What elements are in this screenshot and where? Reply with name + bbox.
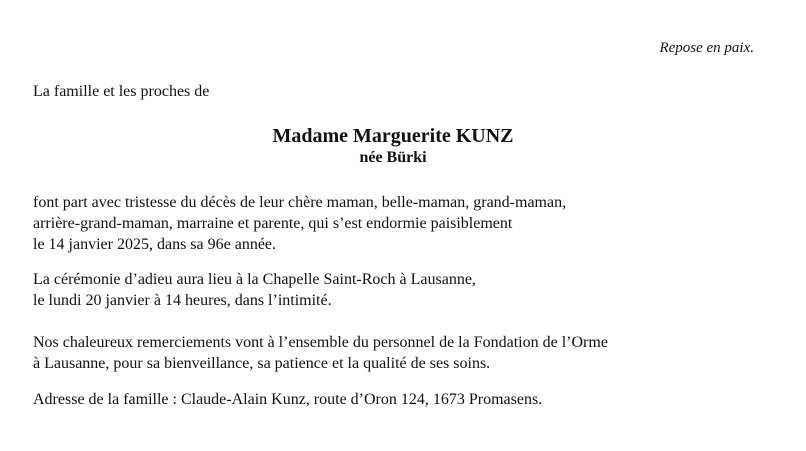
family-address: Adresse de la famille : Claude-Alain Kunz, route d’Oron 124, 1673 Promasens.	[33, 391, 543, 408]
epigraph: Repose en paix.	[659, 40, 754, 56]
thanks-line: Nos chaleureux remerciements vont à l’ensemble du personnel de la Fondation de l’Orme	[33, 334, 608, 351]
thanks-line: à Lausanne, pour sa bienveillance, sa patience et la qualité de ses soins.	[33, 355, 491, 372]
intro-text: La famille et les proches de	[33, 83, 210, 100]
deceased-name: Madame Marguerite KUNZ	[272, 125, 514, 147]
announcement-paragraph	[33, 192, 566, 255]
ceremony-line: La cérémonie d’adieu aura lieu à la Chapelle Saint-Roch à Lausanne,	[33, 271, 476, 288]
thanks-paragraph	[33, 332, 608, 374]
announcement-line: le 14 janvier 2025, dans sa 96e année.	[33, 236, 277, 253]
ceremony-paragraph	[33, 269, 476, 311]
announcement-line: arrière-grand-maman, marraine et parente, qui s’est endormie paisiblement	[33, 215, 513, 232]
maiden-name: née Bürki	[359, 149, 427, 166]
announcement-line: font part avec tristesse du décès de leur chère maman, belle-maman, grand-maman,	[33, 194, 567, 211]
ceremony-line: le lundi 20 janvier à 14 heures, dans l’intimité.	[33, 292, 332, 309]
